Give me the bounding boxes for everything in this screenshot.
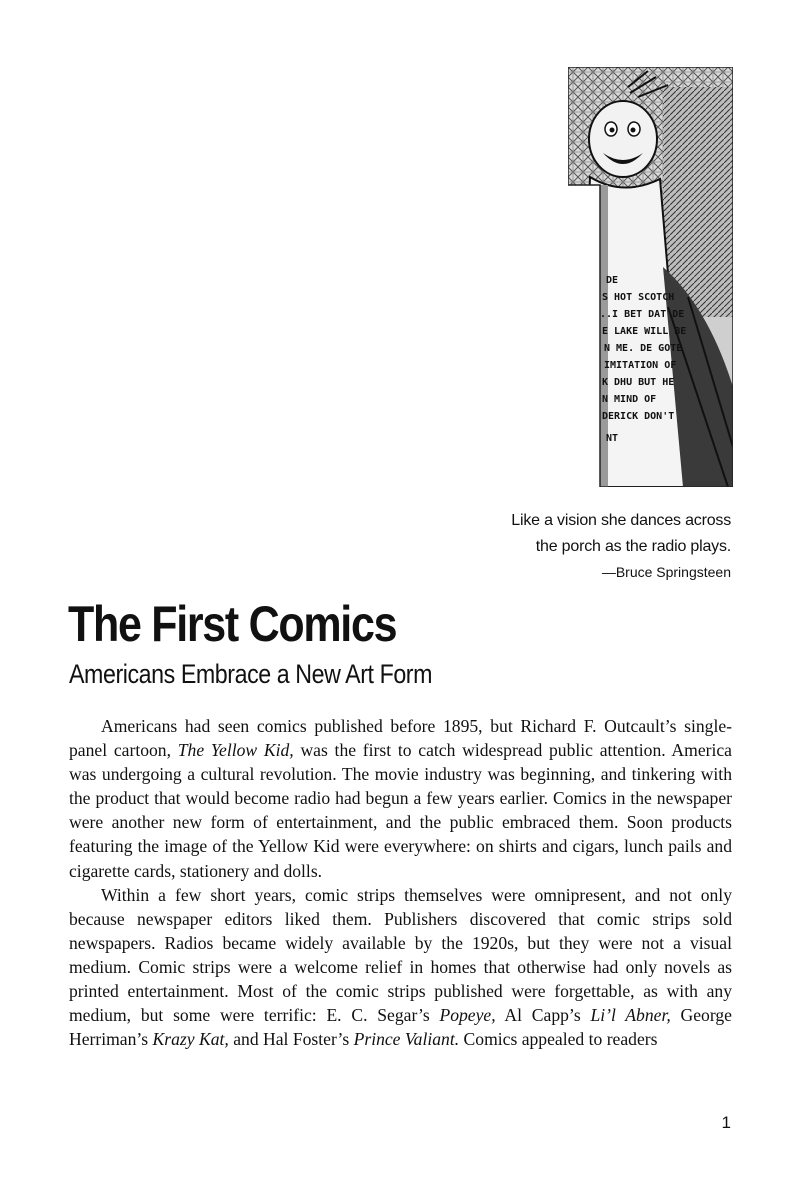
speech-line: ..I BET DAT DE [600,309,685,320]
work-title: Krazy Kat, [152,1029,229,1050]
epigraph-line: Like a vision she dances across [511,512,731,529]
speech-line: NT [606,433,619,444]
speech-line: N ME. DE GOTE [604,343,683,354]
speech-line: K DHU BUT HE [602,377,675,388]
speech-line: S HOT SCOTCH [602,292,675,303]
speech-line: DERICK DON'T [602,411,675,422]
paragraph: Within a few short years, comic strips themselves were omnipresent, and not only because newspaper editors liked them. Publishers discovered that comic strips sold newspapers. Radios became widely available by the 1920s, but they were not a visual medium. Comic strips were a welcome relief in homes that otherwise had only novels as printed entertainment. Most of the comic strips published were forgettable, as with any medium, but some were terrific: E. C. Segar’s Popeye, Al Capp’s Li’l Abner, George Herriman’s Krazy Kat, and Hal Foster’s Prince Valiant. Comics appealed to readers [69,884,732,1050]
paragraph: Americans had seen comics published before 1895, but Richard F. Outcault’s single-panel cartoon, The Yellow Kid, was the first to catch widespread public attention. America was undergoing a cultural revolution. The movie industry was beginning, and tinkering with the product that would become radio had begun a few years earlier. Comics in the newspaper were another new form of entertainment, and the public embraced them. Soon products featuring the image of the Yellow Kid were everywhere: on shirts and cigars, lunch pails and cigarette cards, stationery and dolls. [69,716,732,881]
epigraph-attribution: —Bruce Springsteen [601,564,731,580]
chapter-subtitle: Americans Embrace a New Art Form [69,659,433,689]
speech-line: IMITATION OF [604,360,677,371]
chapter-title: The First Comics [68,596,397,652]
work-title: Prince Valiant. [353,1029,460,1050]
speech-line: N MIND OF [602,394,657,405]
body-text [69,714,732,1051]
work-title: Popeye, [439,1005,496,1026]
epigraph [391,508,731,582]
speech-line: E LAKE WILL BE [602,326,687,337]
page-number: 1 [721,1113,731,1132]
epigraph-line: the porch as the radio plays. [535,538,731,555]
comic-art-svg [568,67,733,487]
speech-line: DE [606,275,619,286]
work-title: Li’l Abner, [590,1005,671,1026]
kid-head [589,101,657,177]
work-title: The Yellow Kid, [177,740,294,761]
chapter-numeral-illustration [568,67,733,487]
